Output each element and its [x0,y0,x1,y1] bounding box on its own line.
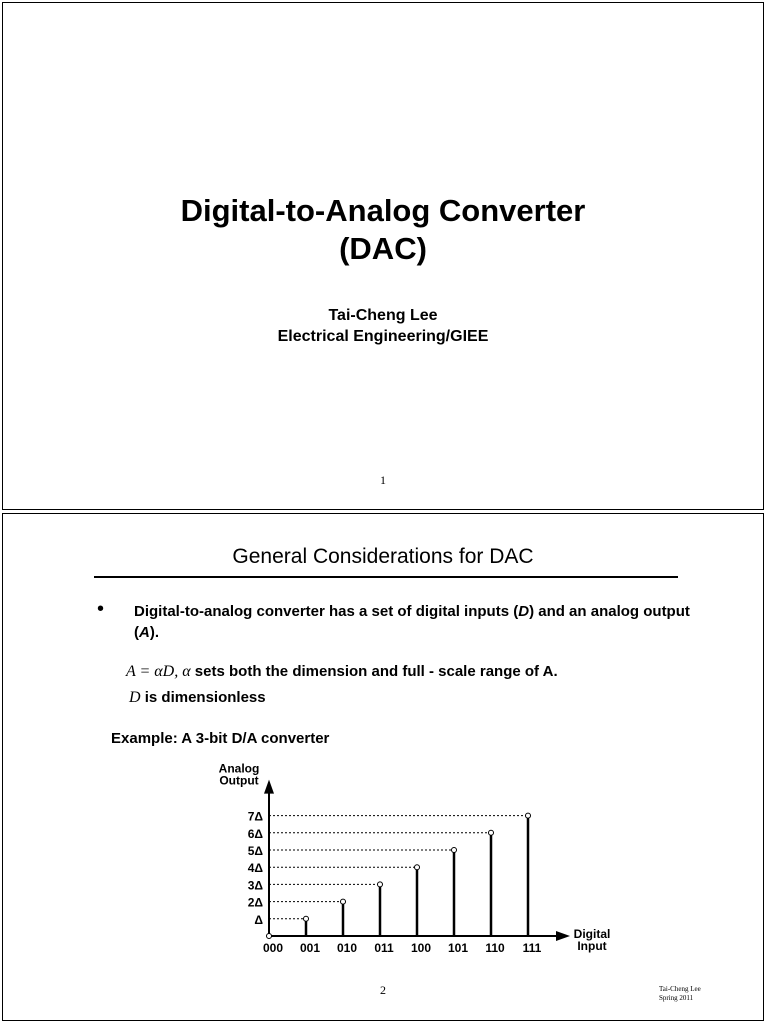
bullet-var-d: D [518,603,530,620]
x-tick-label: 010 [336,941,358,955]
x-tick-label: 100 [410,941,432,955]
x-tick-label: 110 [485,941,505,955]
bullet-var-a: A [139,624,150,641]
slide-title-line-2: (DAC) [339,231,427,266]
footer-author: Tai-Cheng Lee [659,985,701,993]
data-point [452,848,457,853]
y-axis-arrow [264,780,274,794]
y-axis-label: Output [219,773,259,788]
y-tick-label: 4Δ [247,861,263,876]
y-tick-label: 3Δ [247,878,263,893]
footer-term: Spring 2011 [659,994,694,1002]
x-axis-label: Digital [573,927,611,941]
dac-staircase-chart [3,514,765,1022]
x-axis-label: Input [577,939,607,953]
bullet-text-part: ). [149,624,160,641]
bullet-icon: • [97,598,105,620]
author-name: Tai-Cheng Lee [328,307,438,324]
author-affiliation: Electrical Engineering/GIEE [277,328,489,345]
data-point [489,830,494,835]
page-number: 2 [380,983,386,997]
page-number: 1 [380,473,386,487]
y-axis-label: Analog [218,761,260,776]
data-point [526,813,531,818]
formula-text: sets both the dimension and full - scale range of A. [190,663,558,680]
x-tick-label: 001 [299,941,321,955]
y-tick-label: 5Δ [247,844,263,858]
dimension-var: D [129,689,141,706]
y-tick-label: 7Δ [247,809,263,824]
data-point [415,865,420,870]
slide-title-line-1: Digital-to-Analog Converter [180,193,586,228]
y-tick-label: Δ [254,912,263,927]
x-tick-label: 101 [447,941,469,955]
y-tick-label: 2Δ [247,895,263,910]
y-tick-label: 6Δ [247,826,263,841]
bullet-text-part: Digital-to-analog converter has a set of digital inputs ( [134,603,519,620]
x-tick-label: 011 [374,941,394,955]
slide-1 [2,2,764,510]
x-tick-label: 111 [522,941,542,955]
bullet-text-part: ) and an analog output ( [134,603,690,641]
x-axis-arrow [556,931,570,941]
data-point [378,882,383,887]
data-point [341,899,346,904]
slide-2 [2,513,764,1021]
dimension-text: is dimensionless [140,689,266,706]
example-label: Example: A 3-bit D/A converter [111,730,330,747]
formula-math: A = αD, α [126,663,191,680]
data-point [267,934,272,939]
data-point [304,916,309,921]
slide-heading: General Considerations for DAC [232,545,534,568]
x-tick-label: 000 [262,941,284,955]
